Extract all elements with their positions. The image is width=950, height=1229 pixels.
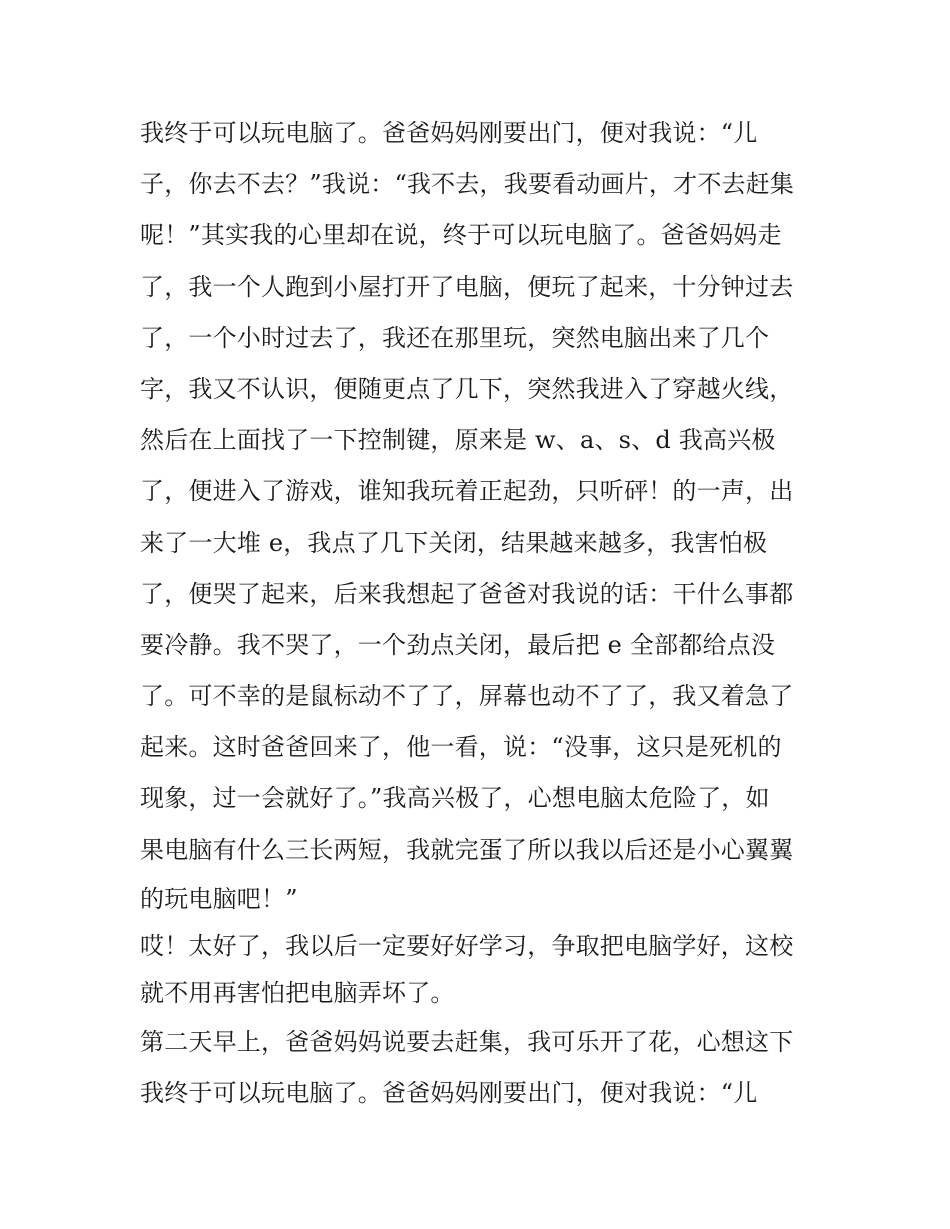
text-line: 我终于可以玩电脑了。爸爸妈妈刚要出门，便对我说：“儿 — [140, 1079, 758, 1107]
text-line: 然后在上面找了一下控制键，原来是 w、a、s、d 我高兴极 — [140, 426, 776, 455]
text-line: 我终于可以玩电脑了。爸爸妈妈刚要出门，便对我说：“儿 — [140, 119, 758, 147]
text-line: 的玩电脑吧！” — [140, 884, 298, 913]
text-line: 了，一个小时过去了，我还在那里玩，突然电脑出来了几个 — [140, 323, 770, 352]
text-line: 第二天早上，爸爸妈妈说要去赶集，我可乐开了花，心想这下 — [140, 1027, 794, 1056]
text-line: 子，你去不去？”我说：“我不去，我要看动画片，才不去赶集 — [140, 170, 795, 199]
text-line: 起来。这时爸爸回来了，他一看，说：“没事，这只是死机的 — [140, 733, 782, 762]
text-line: 了，我一个人跑到小屋打开了电脑，便玩了起来，十分钟过去 — [140, 272, 794, 301]
body-text — [140, 108, 820, 1119]
text-line: 现象，过一会就好了。”我高兴极了，心想电脑太危险了，如 — [140, 784, 770, 813]
text-line: 了，便进入了游戏，谁知我玩着正起劲，只听砰！的一声，出 — [140, 477, 794, 506]
text-line: 要冷静。我不哭了，一个劲点关闭，最后把 e 全部都给点没 — [140, 630, 776, 659]
text-line: 果电脑有什么三长两短，我就完蛋了所以我以后还是小心翼翼 — [140, 835, 794, 864]
text-line: 哎！太好了，我以后一定要好好学习，争取把电脑学好，这校 — [140, 931, 794, 960]
text-line: 呢！”其实我的心里却在说，终于可以玩电脑了。爸爸妈妈走 — [140, 221, 782, 250]
text-line: 来了一大堆 e，我点了几下关闭，结果越来越多，我害怕极 — [140, 528, 768, 557]
text-line: 就不用再害怕把电脑弄坏了。 — [140, 978, 455, 1007]
text-line: 了，便哭了起来，后来我想起了爸爸对我说的话：干什么事都 — [140, 579, 794, 608]
text-line: 了。可不幸的是鼠标动不了了，屏幕也动不了了，我又着急了 — [140, 682, 794, 711]
text-line: 字，我又不认识，便随更点了几下，突然我进入了穿越火线， — [140, 374, 794, 403]
